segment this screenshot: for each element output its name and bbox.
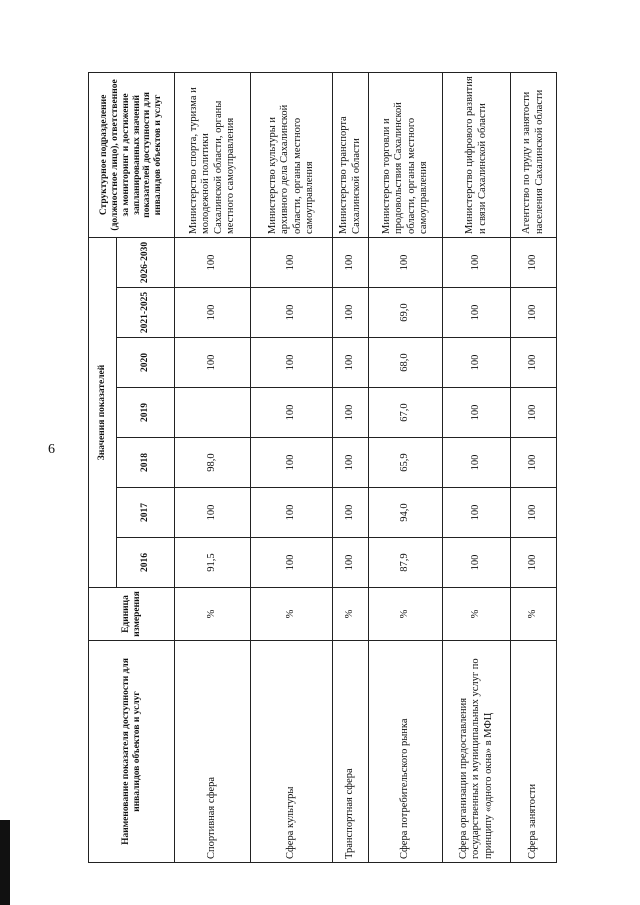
- row-unit: %: [511, 588, 557, 641]
- row-unit: %: [369, 588, 443, 641]
- header-name: Наименование показателя доступности для инвалидов объектов и услуг: [89, 641, 175, 863]
- row-value: 100: [251, 338, 333, 388]
- table-container: [88, 73, 556, 863]
- header-year: 2018: [117, 438, 175, 488]
- row-value: 67,0: [369, 388, 443, 438]
- table-row: [175, 72, 251, 862]
- row-value: 100: [251, 388, 333, 438]
- header-unit: Единица измерения: [89, 588, 175, 641]
- row-value: 100: [175, 338, 251, 388]
- row-value: 100: [333, 538, 369, 588]
- row-value: 100: [333, 388, 369, 438]
- row-value: 100: [175, 288, 251, 338]
- row-value: 100: [251, 237, 333, 287]
- row-value: 91,5: [175, 538, 251, 588]
- table-row: [333, 72, 369, 862]
- row-value: 100: [511, 488, 557, 538]
- header-responsible: Структурное подразделение (должностное лицо), ответственное за мониторинг и достижение запланированных значений показателей доступности для инвалидов объектов и услуг: [89, 72, 175, 237]
- row-value: [175, 388, 251, 438]
- row-name: Сфера потребительского рынка: [369, 641, 443, 863]
- row-value: 100: [511, 288, 557, 338]
- row-unit: %: [333, 588, 369, 641]
- indicators-table: [88, 72, 557, 863]
- row-value: 87,9: [369, 538, 443, 588]
- row-name: Сфера занятости: [511, 641, 557, 863]
- row-value: 100: [511, 388, 557, 438]
- row-value: 100: [511, 338, 557, 388]
- row-value: 100: [333, 237, 369, 287]
- row-value: 100: [175, 237, 251, 287]
- row-value: 100: [251, 438, 333, 488]
- row-value: 100: [443, 488, 511, 538]
- row-value: 98,0: [175, 438, 251, 488]
- row-value: 100: [443, 388, 511, 438]
- row-unit: %: [175, 588, 251, 641]
- row-value: 100: [443, 538, 511, 588]
- row-value: 100: [175, 488, 251, 538]
- rotated-table-frame: [88, 73, 556, 863]
- row-responsible: Министерство спорта, туризма и молодежной политики Сахалинской области, органы местного самоуправления: [175, 72, 251, 237]
- header-year: 2021-2025: [117, 288, 175, 338]
- row-responsible: Агентство по труду и занятости населения Сахалинской области: [511, 72, 557, 237]
- header-year: 2020: [117, 338, 175, 388]
- row-name: Сфера организации предоставления государственных и муниципальных услуг по принципу «одного окна» в МФЦ: [443, 641, 511, 863]
- row-unit: %: [443, 588, 511, 641]
- table-row: [443, 72, 511, 862]
- row-value: 100: [443, 338, 511, 388]
- scan-edge-mark: [0, 820, 10, 905]
- row-value: 100: [511, 237, 557, 287]
- row-value: 100: [369, 237, 443, 287]
- row-value: 100: [443, 237, 511, 287]
- row-responsible: Министерство транспорта Сахалинской области: [333, 72, 369, 237]
- row-value: 69,0: [369, 288, 443, 338]
- table-row: [511, 72, 557, 862]
- row-responsible: Министерство культуры и архивного дела Сахалинской области, органы местного самоуправления: [251, 72, 333, 237]
- row-value: 100: [251, 488, 333, 538]
- row-value: 65,9: [369, 438, 443, 488]
- header-values: Значения показателей: [89, 237, 117, 587]
- row-value: 100: [333, 288, 369, 338]
- row-value: 68,0: [369, 338, 443, 388]
- row-value: 100: [443, 288, 511, 338]
- row-value: 100: [333, 338, 369, 388]
- table-row: [251, 72, 333, 862]
- header-year: 2026-2030: [117, 237, 175, 287]
- row-name: Транспортная сфера: [333, 641, 369, 863]
- row-value: 100: [443, 438, 511, 488]
- row-value: 94,0: [369, 488, 443, 538]
- header-year: 2016: [117, 538, 175, 588]
- row-value: 100: [251, 288, 333, 338]
- row-responsible: Министерство цифрового развития и связи Сахалинской области: [443, 72, 511, 237]
- row-value: 100: [333, 438, 369, 488]
- header-year: 2017: [117, 488, 175, 538]
- row-name: Сфера культуры: [251, 641, 333, 863]
- row-value: 100: [333, 488, 369, 538]
- row-responsible: Министерство торговли и продовольствия Сахалинской области, органы местного самоуправления: [369, 72, 443, 237]
- page-number: 6: [48, 442, 55, 457]
- row-unit: %: [251, 588, 333, 641]
- row-value: 100: [251, 538, 333, 588]
- row-value: 100: [511, 538, 557, 588]
- row-name: Спортивная сфера: [175, 641, 251, 863]
- row-value: 100: [511, 438, 557, 488]
- header-year: 2019: [117, 388, 175, 438]
- table-row: [369, 72, 443, 862]
